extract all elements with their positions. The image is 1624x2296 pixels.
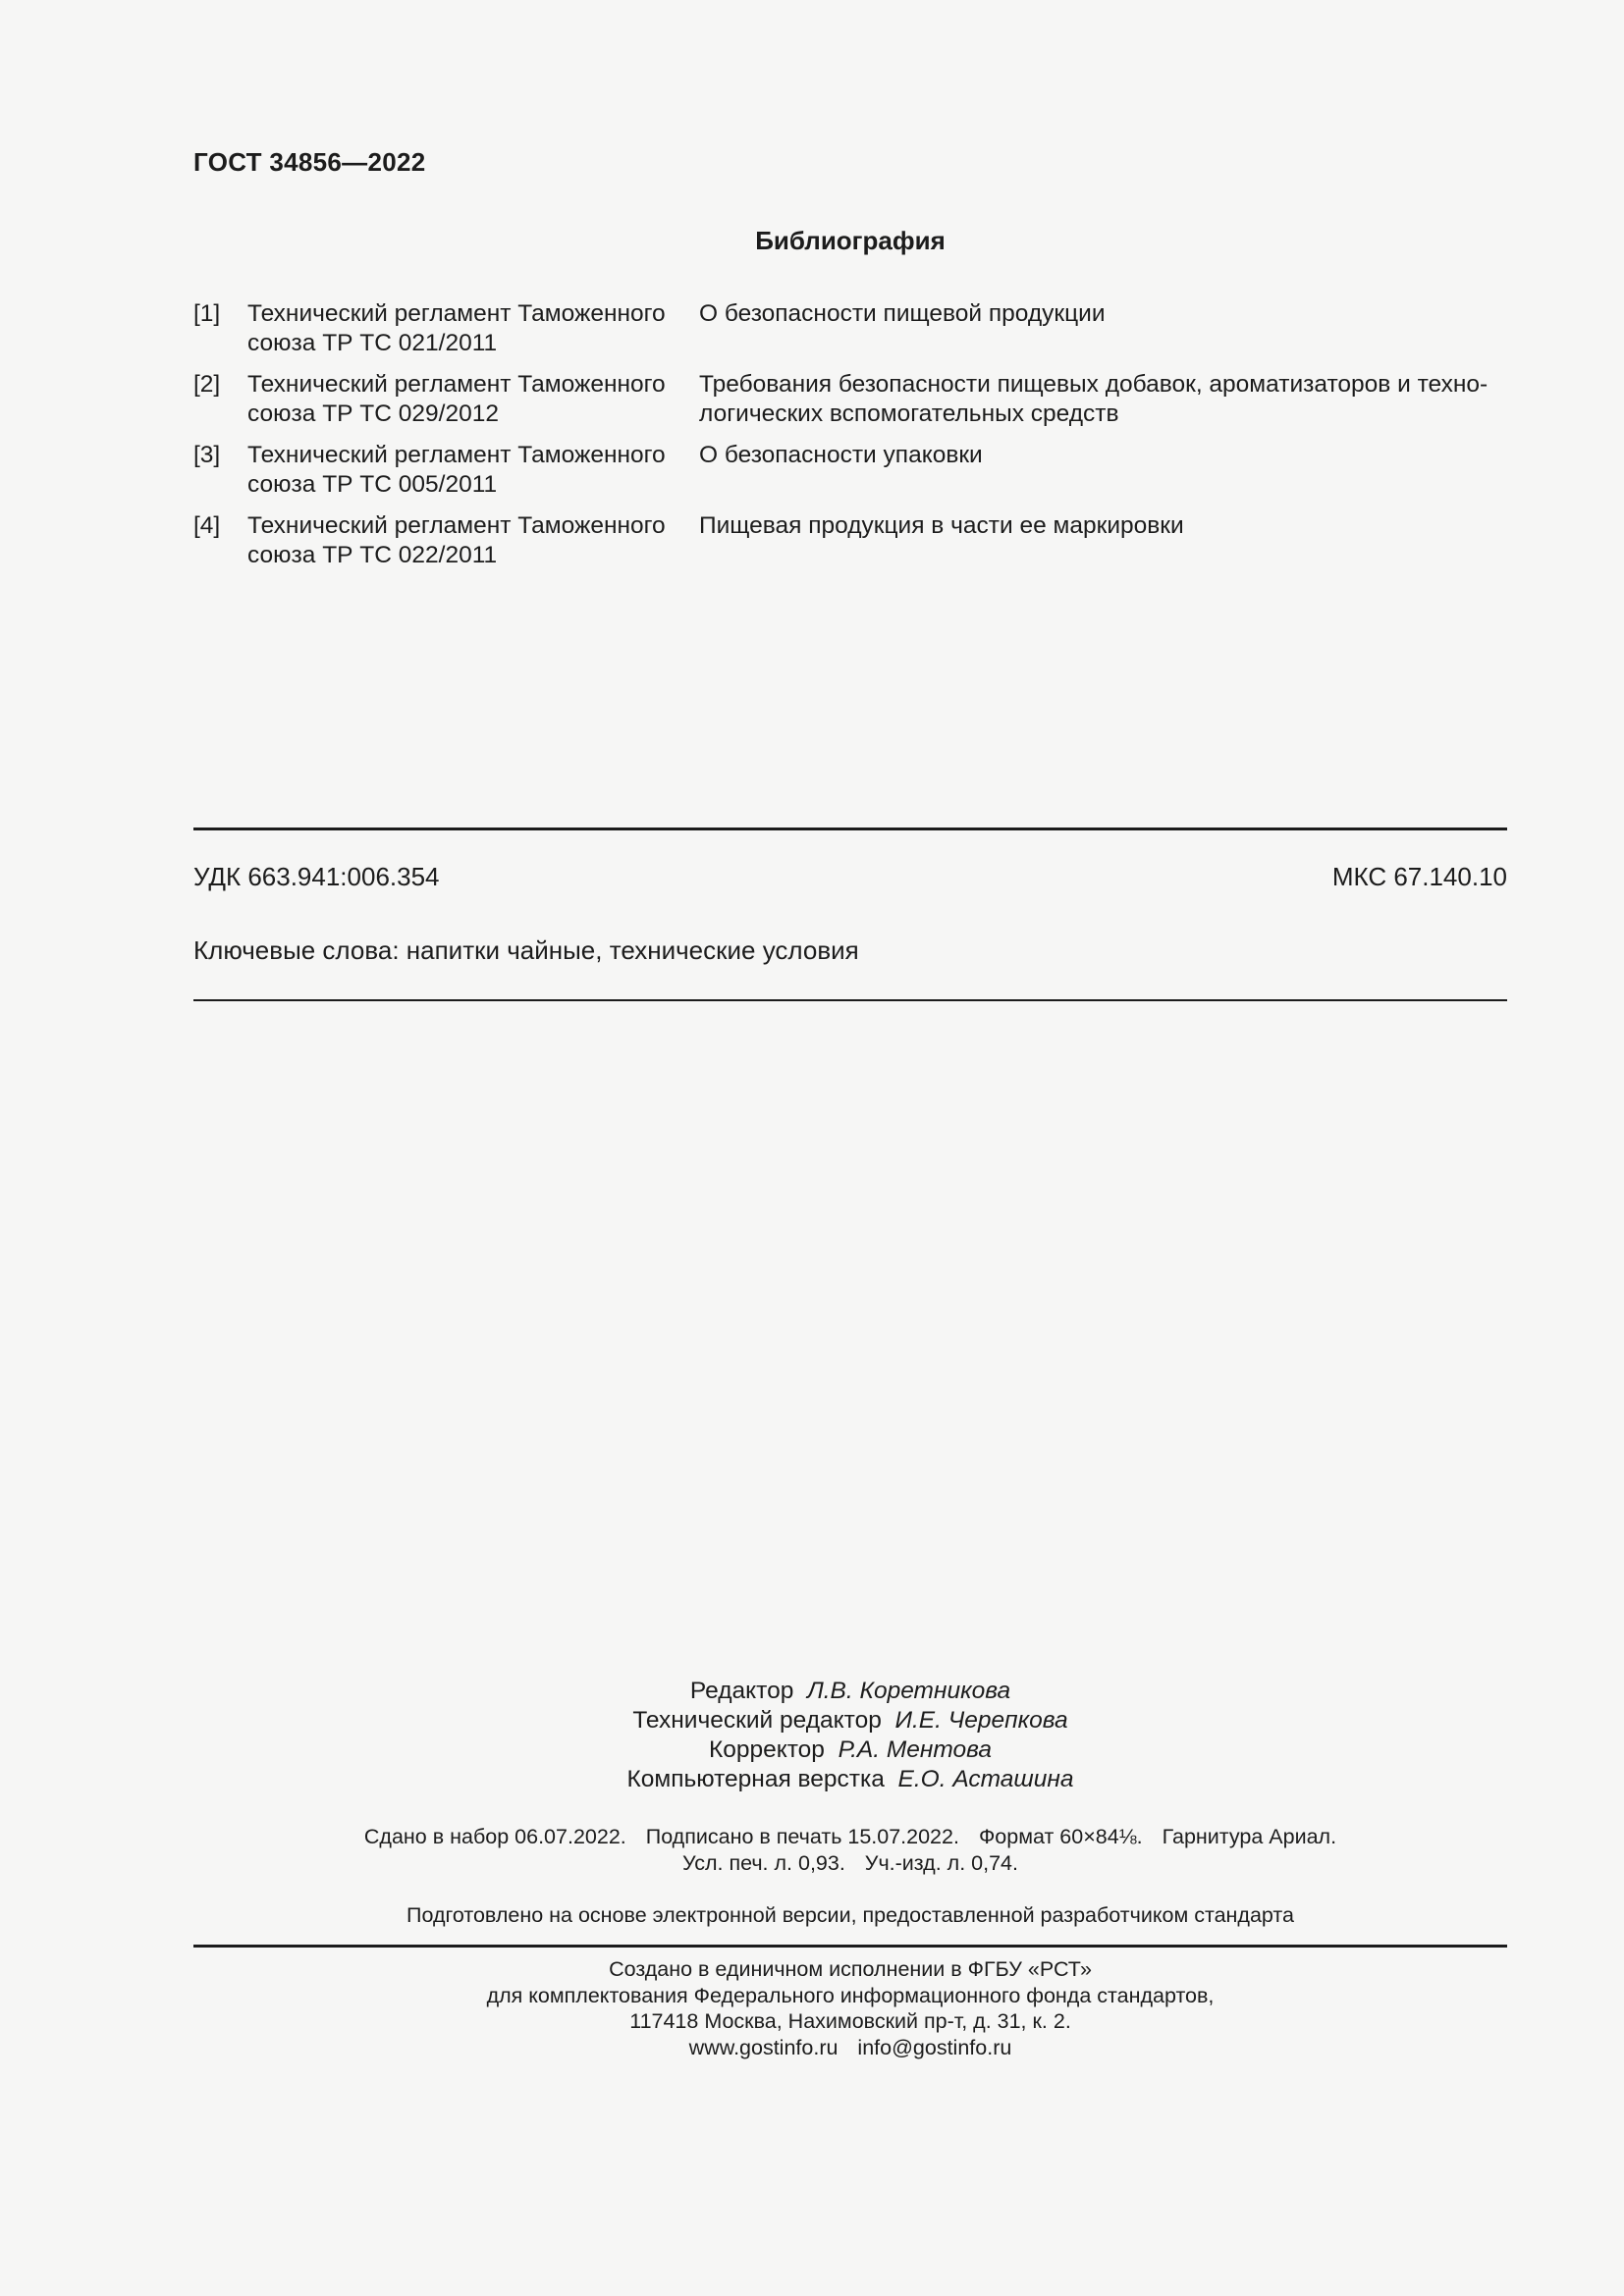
credit-corrector	[193, 1735, 1507, 1765]
divider-top	[193, 828, 1507, 830]
title-line: О безопасности пищевой продукции	[699, 300, 1106, 327]
prepared-note: Подготовлено на основе электронной версии, предоставленной разработчиком стандарта	[406, 1903, 1294, 1927]
document-line: Технический регламент Таможенного	[247, 442, 666, 468]
bibliography-item-number: [2]	[193, 371, 221, 398]
credit-layout	[193, 1765, 1507, 1794]
credit-name: И.Е. Черепкова	[894, 1707, 1068, 1734]
bibliography-item-number: [3]	[193, 442, 221, 468]
keywords: Ключевые слова: напитки чайные, технические условия	[193, 935, 859, 965]
bibliography-item	[193, 299, 1511, 358]
credit-label: Технический редактор	[632, 1707, 882, 1734]
bibliography-list	[193, 299, 1511, 582]
bibliography-item	[193, 441, 1511, 500]
credit-label: Компьютерная верстка	[626, 1766, 885, 1792]
bibliography-item-number: [4]	[193, 512, 221, 539]
bibliography-item	[193, 370, 1511, 429]
document-line: Технический регламент Таможенного	[247, 371, 666, 398]
imprint-signed: Подписано в печать 15.07.2022.	[645, 1825, 959, 1848]
imprint-typeset: Сдано в набор 06.07.2022.	[363, 1825, 626, 1848]
credit-editor	[193, 1677, 1507, 1706]
bibliography-item-document	[247, 441, 699, 500]
imprint-line	[193, 1850, 1507, 1877]
credit-name: Е.О. Асташина	[897, 1766, 1074, 1792]
imprint-typeface: Гарнитура Ариал.	[1162, 1825, 1337, 1848]
document-line: союза ТР ТС 029/2012	[247, 400, 499, 427]
classification-line	[193, 862, 1507, 892]
credit-tech-editor	[193, 1706, 1507, 1735]
title-line: Пищевая продукция в части ее маркировки	[699, 512, 1184, 539]
document-line: Технический регламент Таможенного	[247, 512, 666, 539]
document-line: союза ТР ТС 022/2011	[247, 542, 498, 568]
bibliography-item-title	[699, 441, 1511, 500]
title-line: логических вспомогательных средств	[699, 400, 1119, 427]
publisher-block	[193, 1956, 1507, 2060]
bibliography-item-document	[247, 511, 699, 570]
bibliography-item-title	[699, 299, 1511, 358]
credit-label: Корректор	[708, 1736, 825, 1763]
document-line: союза ТР ТС 005/2011	[247, 471, 498, 498]
divider-publisher	[193, 1945, 1507, 1948]
title-line: О безопасности упаковки	[699, 442, 983, 468]
bibliography-item	[193, 511, 1511, 570]
bibliography-title: Библиография	[755, 226, 946, 255]
udk-code: УДК 663.941:006.354	[193, 862, 440, 891]
document-code: ГОСТ 34856—2022	[193, 147, 426, 177]
publisher-email: info@gostinfo.ru	[857, 2035, 1012, 2059]
publisher-line: для комплектования Федерального информационного фонда стандартов,	[486, 1983, 1215, 2007]
bibliography-item-title	[699, 370, 1511, 429]
publisher-website: www.gostinfo.ru	[688, 2035, 839, 2059]
document-line: союза ТР ТС 021/2011	[247, 330, 498, 356]
divider-bottom	[193, 999, 1507, 1001]
imprint-pub-sheets: Уч.-изд. л. 0,74.	[864, 1851, 1018, 1875]
bibliography-item-title	[699, 511, 1511, 570]
imprint-format: Формат 60×84⅛.	[978, 1825, 1143, 1848]
bibliography-item-document	[247, 299, 699, 358]
bibliography-item-document	[247, 370, 699, 429]
publisher-line: Создано в единичном исполнении в ФГБУ «РСТ»	[609, 1957, 1092, 1981]
credit-label: Редактор	[689, 1678, 794, 1704]
imprint-line	[193, 1824, 1507, 1850]
publisher-contacts	[193, 2035, 1507, 2061]
credit-name: Р.А. Ментова	[838, 1736, 993, 1763]
credits-block	[193, 1677, 1507, 1794]
bibliography-item-number: [1]	[193, 300, 221, 327]
credit-name: Л.В. Коретникова	[806, 1678, 1011, 1704]
title-line: Требования безопасности пищевых добавок, ароматизаторов и техно-	[699, 371, 1489, 398]
publisher-line: 117418 Москва, Нахимовский пр-т, д. 31, к. 2.	[629, 2009, 1071, 2033]
mks-code: МКС 67.140.10	[1331, 862, 1507, 891]
imprint-block	[193, 1824, 1507, 1877]
document-line: Технический регламент Таможенного	[247, 300, 666, 327]
imprint-print-sheets: Усл. печ. л. 0,93.	[682, 1851, 845, 1875]
